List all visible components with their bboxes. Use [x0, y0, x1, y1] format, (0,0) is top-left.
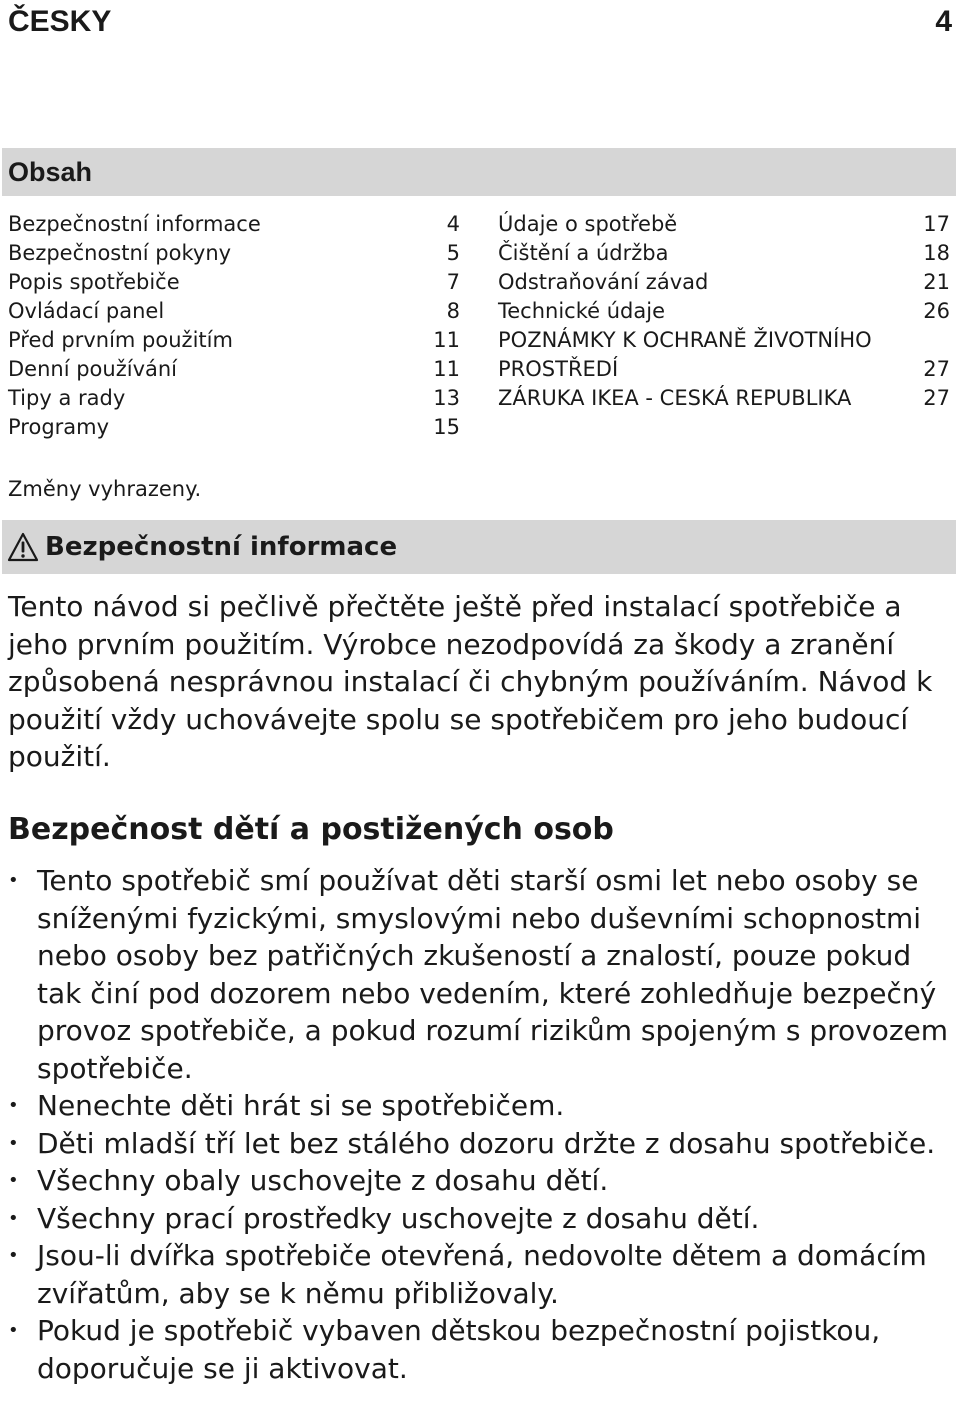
- list-item: [8, 1162, 953, 1200]
- toc-entry[interactable]: [498, 355, 950, 384]
- toc-entry-page: 18: [923, 241, 950, 265]
- toc-entry-label: Ovládací panel: [8, 299, 165, 323]
- safety-heading-bar: [2, 520, 956, 574]
- toc-entry[interactable]: [8, 355, 460, 384]
- bullet-icon: •: [8, 870, 19, 891]
- toc-entry-label: ZÁRUKA IKEA - CESKÁ REPUBLIKA: [498, 386, 852, 410]
- list-item-text: Nenechte děti hrát si se spotřebičem.: [37, 1089, 565, 1122]
- safety-title: Bezpečnostní informace: [45, 532, 398, 562]
- toc-entry[interactable]: [498, 297, 950, 326]
- toc-entry-page: 5: [446, 241, 460, 265]
- toc-entry-page: 4: [446, 212, 460, 236]
- list-item: [8, 1125, 953, 1163]
- bullet-icon: •: [8, 1245, 19, 1266]
- toc-entry-page: 26: [923, 299, 950, 323]
- language-label: ČESKY: [8, 5, 112, 38]
- toc-entry-label: Denní používání: [8, 357, 178, 381]
- bullet-icon: •: [8, 1132, 19, 1154]
- toc-entry-page: 11: [433, 357, 460, 381]
- list-item: [8, 862, 953, 1087]
- safety-intro-paragraph: Tento návod si pečlivě přečtěte ještě před instalací spotřebiče a jeho prvním použitím. Výrobce nezodpovídá za škody a zranění způsobená nesprávnou instalací či chybným používáním. Návod k použití vždy uchovávejte spolu se spotřebičem pro jeho budoucí použití.: [8, 590, 933, 773]
- page-header: [8, 4, 952, 40]
- toc-entry-label: Popis spotřebiče: [8, 270, 180, 294]
- toc-entry-label: Čištění a údržba: [498, 241, 669, 265]
- bullet-icon: •: [8, 1320, 19, 1341]
- toc-entry-label: Technické údaje: [498, 299, 665, 323]
- toc-entry-page: 27: [923, 386, 950, 410]
- toc-entry-page: 27: [923, 357, 950, 381]
- list-item-text: Všechny prací prostředky uschovejte z dosahu dětí.: [37, 1201, 760, 1235]
- contents-heading-bar: [2, 148, 956, 196]
- toc-entry[interactable]: [498, 268, 950, 297]
- toc-entry[interactable]: [8, 413, 460, 442]
- toc-entry-label: Tipy a rady: [8, 386, 126, 410]
- toc-entry[interactable]: [8, 326, 460, 355]
- toc-entry-label: Údaje o spotřebě: [498, 212, 678, 236]
- list-item: [8, 1200, 953, 1238]
- toc-entry-label: Před prvním použitím: [8, 328, 233, 352]
- child-safety-list: [8, 862, 953, 1387]
- warning-triangle-icon: [7, 532, 39, 562]
- toc-entry-label: POZNÁMKY K OCHRANĚ ŽIVOTNÍHO: [498, 328, 872, 352]
- bullet-icon: •: [8, 1207, 19, 1229]
- toc-entry-label: Odstraňování závad: [498, 270, 709, 294]
- toc-entry[interactable]: [498, 239, 950, 268]
- toc-entry-label: Programy: [8, 415, 110, 439]
- toc-entry[interactable]: [8, 297, 460, 326]
- toc-entry[interactable]: [8, 268, 460, 297]
- toc-entry-page: 13: [433, 386, 460, 410]
- toc-entry-label: Bezpečnostní pokyny: [8, 241, 232, 265]
- list-item-text: Všechny obaly uschovejte z dosahu dětí.: [37, 1164, 609, 1197]
- bullet-icon: •: [8, 1170, 19, 1191]
- list-item: [8, 1087, 953, 1125]
- toc-entry[interactable]: [498, 326, 950, 355]
- toc-left-column: [8, 210, 460, 442]
- page-number: 4: [935, 5, 952, 38]
- toc-entry[interactable]: [8, 210, 460, 239]
- list-item-text: Tento spotřebič smí používat děti starší osmi let nebo osoby se sníženými fyzickými, smyslovými nebo duševními schopnostmi nebo osoby bez patřičných zkušeností a znalostí, pouze pokud tak činí pod dozorem nebo vedením, které zohledňuje bezpečný provoz spotřebiče, a pokud rozumí rizikům spojeným s provozem spotřebiče.: [37, 864, 949, 1085]
- toc-entry-page: 17: [923, 212, 950, 236]
- list-item-text: Jsou-li dvířka spotřebiče otevřená, nedovolte dětem a domácím zvířatům, aby se k němu přibližovaly.: [37, 1239, 927, 1310]
- toc-entry-page: 15: [433, 415, 460, 439]
- changes-note: Změny vyhrazeny.: [8, 477, 202, 501]
- contents-title: Obsah: [8, 156, 93, 187]
- list-item: [8, 1237, 953, 1312]
- toc-entry-label: PROSTŘEDÍ: [498, 357, 619, 381]
- child-safety-title: Bezpečnost dětí a postižených osob: [8, 812, 614, 847]
- list-item-text: Pokud je spotřebič vybaven dětskou bezpečnostní pojistkou, doporučuje se ji aktivovat.: [37, 1314, 881, 1385]
- toc-entry-label: Bezpečnostní informace: [8, 212, 261, 236]
- toc-right-column: [498, 210, 950, 413]
- list-item-text: Děti mladší tří let bez stálého dozoru držte z dosahu spotřebiče.: [37, 1126, 936, 1160]
- toc-entry[interactable]: [498, 210, 950, 239]
- toc-entry-page: 8: [446, 299, 460, 323]
- toc-entry[interactable]: [8, 239, 460, 268]
- toc-entry[interactable]: [8, 384, 460, 413]
- toc-entry-page: 11: [433, 328, 460, 352]
- bullet-icon: •: [8, 1095, 19, 1116]
- toc-entry-page: 21: [923, 270, 950, 294]
- list-item: [8, 1312, 953, 1387]
- toc-entry-page: 7: [446, 270, 460, 294]
- toc-entry[interactable]: [498, 384, 950, 413]
